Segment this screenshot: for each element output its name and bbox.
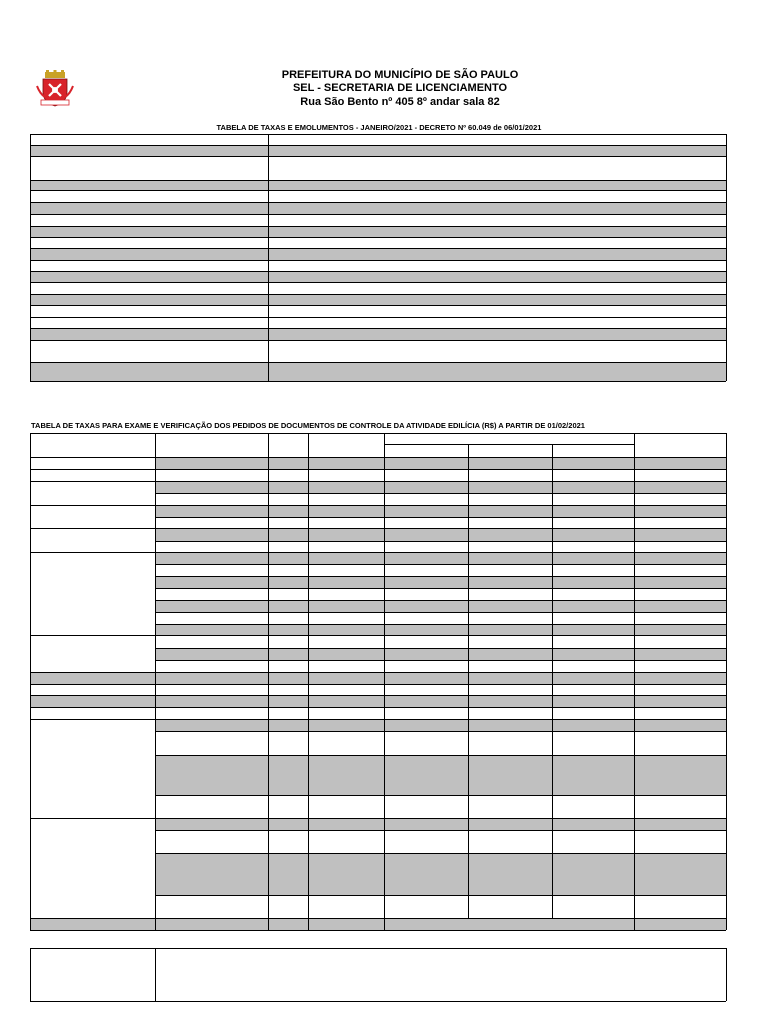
notes-box <box>30 948 726 1001</box>
table2-shaded-row <box>155 719 726 731</box>
table2-shaded-row <box>155 481 726 493</box>
table1-shaded-row <box>30 180 726 190</box>
table1-shaded-row <box>30 226 726 237</box>
table2-shaded-row <box>155 505 726 517</box>
table2-shaded-row <box>155 818 726 830</box>
table1-shaded-row <box>30 202 726 214</box>
table2-shaded-row <box>155 755 726 795</box>
table1-shaded-row <box>30 271 726 282</box>
table1-shaded-row <box>30 328 726 340</box>
table1-title: TABELA DE TAXAS E EMOLUMENTOS - JANEIRO/2021 - DECRETO Nº 60.049 de 06/01/2021 <box>216 123 542 132</box>
table2-shaded-row <box>155 600 726 612</box>
table2-shaded-row <box>155 648 726 660</box>
table2-shaded-row <box>30 918 726 930</box>
table1-shaded-row <box>30 362 726 381</box>
header-subtitle: SEL - SECRETARIA DE LICENCIAMENTO <box>292 82 508 94</box>
table2-shaded-row <box>155 552 726 564</box>
table2-shaded-row <box>155 624 726 635</box>
table2-shaded-row <box>155 457 726 469</box>
table1-shaded-row <box>30 145 726 156</box>
table2-shaded-row <box>30 695 726 707</box>
table2-shaded-row <box>30 672 726 684</box>
header-title: PREFEITURA DO MUNICÍPIO DE SÃO PAULO <box>281 69 519 81</box>
table2-shaded-row <box>155 528 726 541</box>
header-address: Rua São Bento nº 405 8º andar sala 82 <box>300 96 500 108</box>
table2-shaded-row <box>155 576 726 588</box>
table2-shaded-row <box>155 853 726 895</box>
table1-shaded-row <box>30 294 726 305</box>
table1-shaded-row <box>30 248 726 260</box>
table2-title: TABELA DE TAXAS PARA EXAME E VERIFICAÇÃO DOS PEDIDOS DE DOCUMENTOS DE CONTROLE DA ATIVIDADE EDILÍCIA (R$) A PARTIR DE 01/02/2021 <box>31 421 585 430</box>
